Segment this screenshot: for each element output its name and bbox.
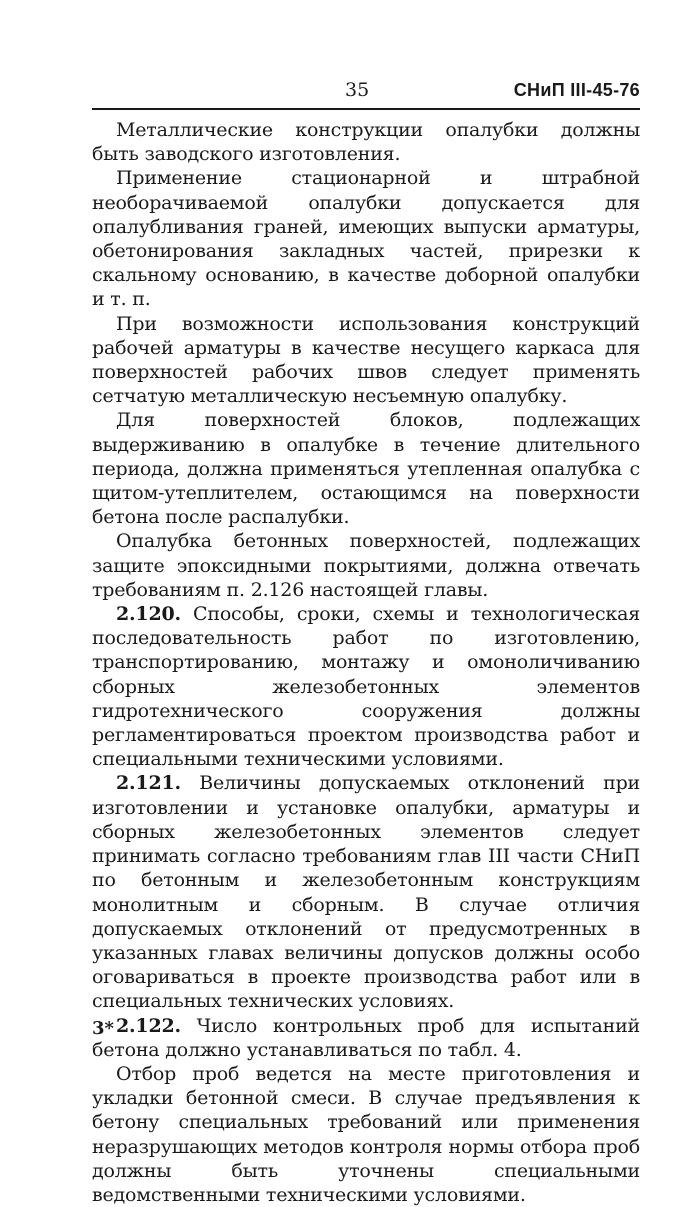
paragraph: [92, 602, 640, 771]
paragraph-text: При возможности использования конструкций рабочей арматуры в качестве несущего каркаса для поверхностей рабочих швов следует применять сетчатую металлическую несъемную опалубку.: [92, 312, 640, 408]
paragraph-text: Опалубка бетонных поверхностей, подлежащих защите эпоксидными покрытиями, должна отвечать требованиям п. 2.126 настоящей главы.: [92, 530, 640, 601]
body-text: [92, 118, 640, 1207]
page-header: [92, 78, 640, 108]
paragraph-number: 2.122.: [116, 1014, 181, 1037]
paragraph-text: Применение стационарной и штрабной необорачиваемой опалубки допускается для опалубливания граней, имеющих выпуски арматуры, обетонирования закладных частей, прирезки к скальному основанию, в качестве доборной опалубки и т. п.: [92, 167, 640, 311]
paragraph: [92, 1014, 640, 1062]
paragraph: [92, 118, 640, 166]
paragraph-text: Металлические конструкции опалубки должны быть заводского изготовления.: [92, 119, 640, 166]
paragraph: [92, 771, 640, 1013]
paragraph-text: Число контрольных проб для испытаний бетона должно устанавливаться по табл. 4.: [92, 1014, 640, 1061]
paragraph: [92, 312, 640, 409]
paragraph: [92, 408, 640, 529]
paragraph-number: 2.121.: [116, 772, 181, 795]
paragraph: [92, 529, 640, 602]
paragraph: [92, 166, 640, 311]
document-code: СНиП III-45-76: [513, 80, 640, 100]
paragraph-number: 2.120.: [116, 603, 181, 626]
paragraph-text: Отбор проб ведется на месте приготовления и укладки бетонной смеси. В случае предъявления к бетону специальных требований или применения неразрушающих методов контроля нормы отбора проб должны быть уточнены специальными ведомственными техническими условиями.: [92, 1062, 640, 1206]
paragraph-text: Для поверхностей блоков, подлежащих выдерживанию в опалубке в течение длительного периода, должна применяться утепленная опалубка с щитом-утеплителем, остающимся на поверхности бетона после распалубки.: [92, 409, 640, 529]
signature-mark: 3*: [92, 1018, 114, 1039]
page-number: 35: [345, 79, 370, 101]
header-rule: [92, 108, 640, 110]
paragraph-text: Способы, сроки, схемы и технологическая последовательность работ по изготовлению, транспортированию, монтажу и омоноличиванию сборных железобетонных элементов гидротехнического сооружения должны регламентироваться проектом производства работ и специальными техническими условиями.: [92, 603, 640, 771]
paragraph-text: Величины допускаемых отклонений при изготовлении и установке опалубки, арматуры и сборных железобетонных элементов следует принимать согласно требованиям глав III части СНиП по бетонным и железобетонным конструкциям монолитным и сборным. В случае отличия допускаемых отклонений от предусмотренных в указанных главах величины допусков должны особо оговариваться в проекте производства работ или в специальных технических условиях.: [92, 772, 640, 1013]
paragraph: [92, 1062, 640, 1207]
